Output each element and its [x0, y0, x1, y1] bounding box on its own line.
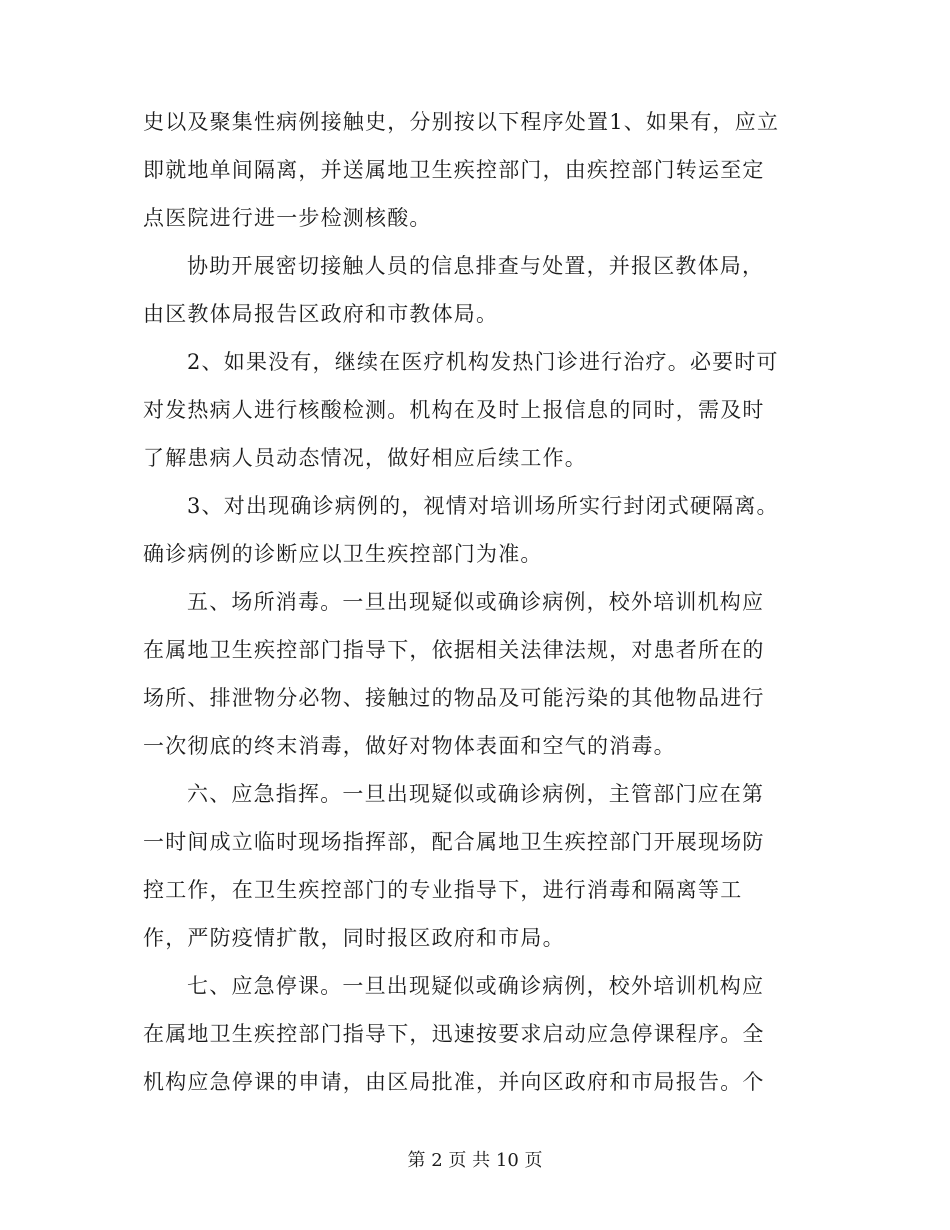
text-line: 即就地单间隔离，并送属地卫生疾控部门，由疾控部门转运至定 — [143, 158, 765, 182]
text-line: 在属地卫生疾控部门指导下，依据相关法律法规，对患者所在的 — [143, 638, 765, 662]
text-line: 控工作，在卫生疾控部门的专业指导下，进行消毒和隔离等工 — [143, 878, 743, 902]
footer-current-page: 2 — [431, 1150, 443, 1171]
footer-total-pages: 10 — [495, 1150, 519, 1171]
text-line: 确诊病例的诊断应以卫生疾控部门为准。 — [143, 542, 543, 566]
text-line: 六、应急指挥。一旦出现疑似或确诊病例，主管部门应在第 — [187, 782, 765, 806]
footer-suffix: 页 — [524, 1150, 543, 1171]
text-line: 对发热病人进行核酸检测。机构在及时上报信息的同时，需及时 — [143, 398, 765, 422]
text-line: 一时间成立临时现场指挥部，配合属地卫生疾控部门开展现场防 — [143, 830, 765, 854]
text-line: 五、场所消毒。一旦出现疑似或确诊病例，校外培训机构应 — [187, 590, 765, 614]
text-line: 了解患病人员动态情况，做好相应后续工作。 — [143, 446, 587, 470]
text-line: 点医院进行进一步检测核酸。 — [143, 206, 432, 230]
footer-prefix: 第 — [407, 1150, 426, 1171]
text-line: 七、应急停课。一旦出现疑似或确诊病例，校外培训机构应 — [187, 974, 765, 998]
text-line: 3、对出现确诊病例的，视情对培训场所实行封闭式硬隔离。 — [187, 494, 779, 518]
document-body — [143, 98, 813, 1106]
text-line: 在属地卫生疾控部门指导下，迅速按要求启动应急停课程序。全 — [143, 1022, 765, 1046]
text-line: 一次彻底的终末消毒，做好对物体表面和空气的消毒。 — [143, 734, 676, 758]
page-footer — [0, 1148, 950, 1174]
footer-middle: 页 共 — [448, 1150, 491, 1171]
text-line: 场所、排泄物分必物、接触过的物品及可能污染的其他物品进行 — [143, 686, 765, 710]
text-line: 协助开展密切接触人员的信息排查与处置，并报区教体局， — [187, 254, 765, 278]
text-line: 史以及聚集性病例接触史，分别按以下程序处置1、如果有，应立 — [143, 110, 780, 134]
text-line: 2、如果没有，继续在医疗机构发热门诊进行治疗。必要时可 — [187, 350, 779, 374]
text-line: 作，严防疫情扩散，同时报区政府和市局。 — [143, 926, 565, 950]
text-line: 机构应急停课的申请，由区局批准，并向区政府和市局报告。个 — [143, 1070, 765, 1094]
text-line: 由区教体局报告区政府和市教体局。 — [143, 302, 499, 326]
